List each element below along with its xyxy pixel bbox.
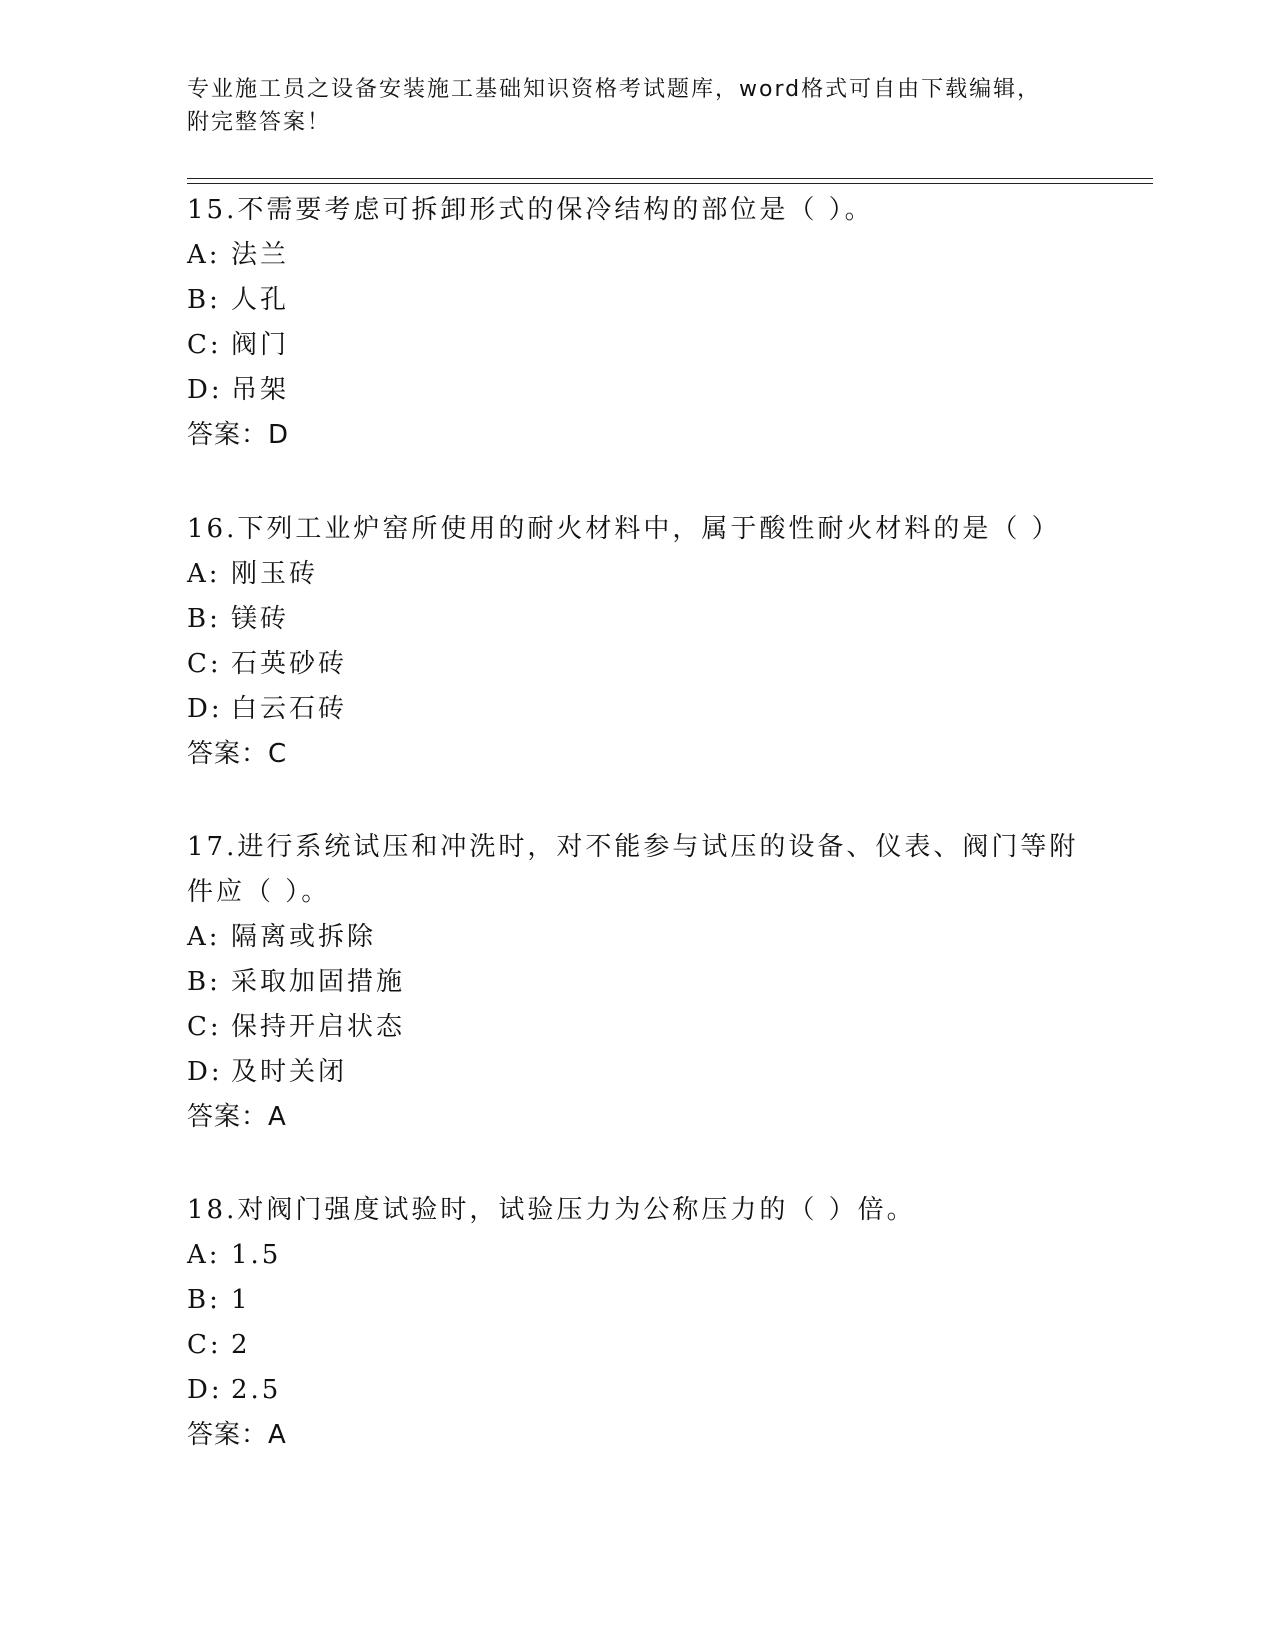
option-letter: B: <box>187 285 221 315</box>
option-text: 隔离或拆除 <box>231 922 377 952</box>
question-text: 16.下列工业炉窑所使用的耐火材料中，属于酸性耐火材料的是（ ） <box>187 514 1061 544</box>
option-d <box>187 687 1087 732</box>
question-18 <box>187 1188 1087 1458</box>
header-line-1: 专业施工员之设备安装施工基础知识资格考试题库，word格式可自由下载编辑， <box>187 77 1042 102</box>
answer-line: 答案：A <box>187 1420 287 1450</box>
option-letter: A: <box>187 922 221 952</box>
option-letter: D: <box>187 694 223 724</box>
option-text: 1 <box>231 1285 251 1315</box>
option-letter: C: <box>187 1012 222 1042</box>
header-line-2: 附完整答案！ <box>187 110 332 135</box>
option-letter: D: <box>187 1057 223 1087</box>
option-a <box>187 1233 1087 1278</box>
option-letter: C: <box>187 1330 222 1360</box>
option-text: 人孔 <box>231 285 290 315</box>
question-17 <box>187 825 1087 1140</box>
question-text: 15.不需要考虑可拆卸形式的保冷结构的部位是（ ）。 <box>187 195 874 225</box>
option-letter: A: <box>187 240 221 270</box>
option-a <box>187 552 1087 597</box>
option-a <box>187 233 1087 278</box>
option-text: 法兰 <box>231 240 290 270</box>
option-text: 采取加固措施 <box>231 967 406 997</box>
header-divider-bottom <box>187 183 1153 184</box>
answer-line: 答案：C <box>187 739 288 769</box>
option-c <box>187 1323 1087 1368</box>
answer-line: 答案：D <box>187 420 290 450</box>
answer-line: 答案：A <box>187 1102 287 1132</box>
option-d <box>187 1050 1087 1095</box>
option-text: 1.5 <box>231 1240 282 1270</box>
option-a <box>187 915 1087 960</box>
option-c <box>187 1005 1087 1050</box>
option-text: 2.5 <box>231 1375 282 1405</box>
option-text: 镁砖 <box>231 604 290 634</box>
option-text: 2 <box>231 1330 251 1360</box>
option-d <box>187 368 1087 413</box>
option-text: 保持开启状态 <box>231 1012 406 1042</box>
option-letter: B: <box>187 604 221 634</box>
option-c <box>187 642 1087 687</box>
question-text: 17.进行系统试压和冲洗时，对不能参与试压的设备、仪表、阀门等附件应（ ）。 <box>187 832 1079 907</box>
option-b <box>187 1278 1087 1323</box>
option-text: 石英砂砖 <box>231 649 348 679</box>
option-text: 阀门 <box>231 330 290 360</box>
option-letter: C: <box>187 649 222 679</box>
option-text: 吊架 <box>231 375 290 405</box>
option-letter: A: <box>187 559 221 589</box>
question-text: 18.对阀门强度试验时，试验压力为公称压力的（ ）倍。 <box>187 1195 916 1225</box>
option-c <box>187 323 1087 368</box>
option-b <box>187 960 1087 1005</box>
document-header <box>187 73 1067 139</box>
option-letter: B: <box>187 1285 221 1315</box>
option-b <box>187 278 1087 323</box>
option-letter: B: <box>187 967 221 997</box>
option-letter: A: <box>187 1240 221 1270</box>
question-16 <box>187 507 1087 777</box>
question-15 <box>187 188 1087 458</box>
option-text: 及时关闭 <box>231 1057 348 1087</box>
header-divider-top <box>187 178 1153 179</box>
option-letter: D: <box>187 375 223 405</box>
option-text: 刚玉砖 <box>231 559 319 589</box>
option-letter: C: <box>187 330 222 360</box>
option-letter: D: <box>187 1375 223 1405</box>
option-b <box>187 597 1087 642</box>
option-d <box>187 1368 1087 1413</box>
option-text: 白云石砖 <box>231 694 348 724</box>
